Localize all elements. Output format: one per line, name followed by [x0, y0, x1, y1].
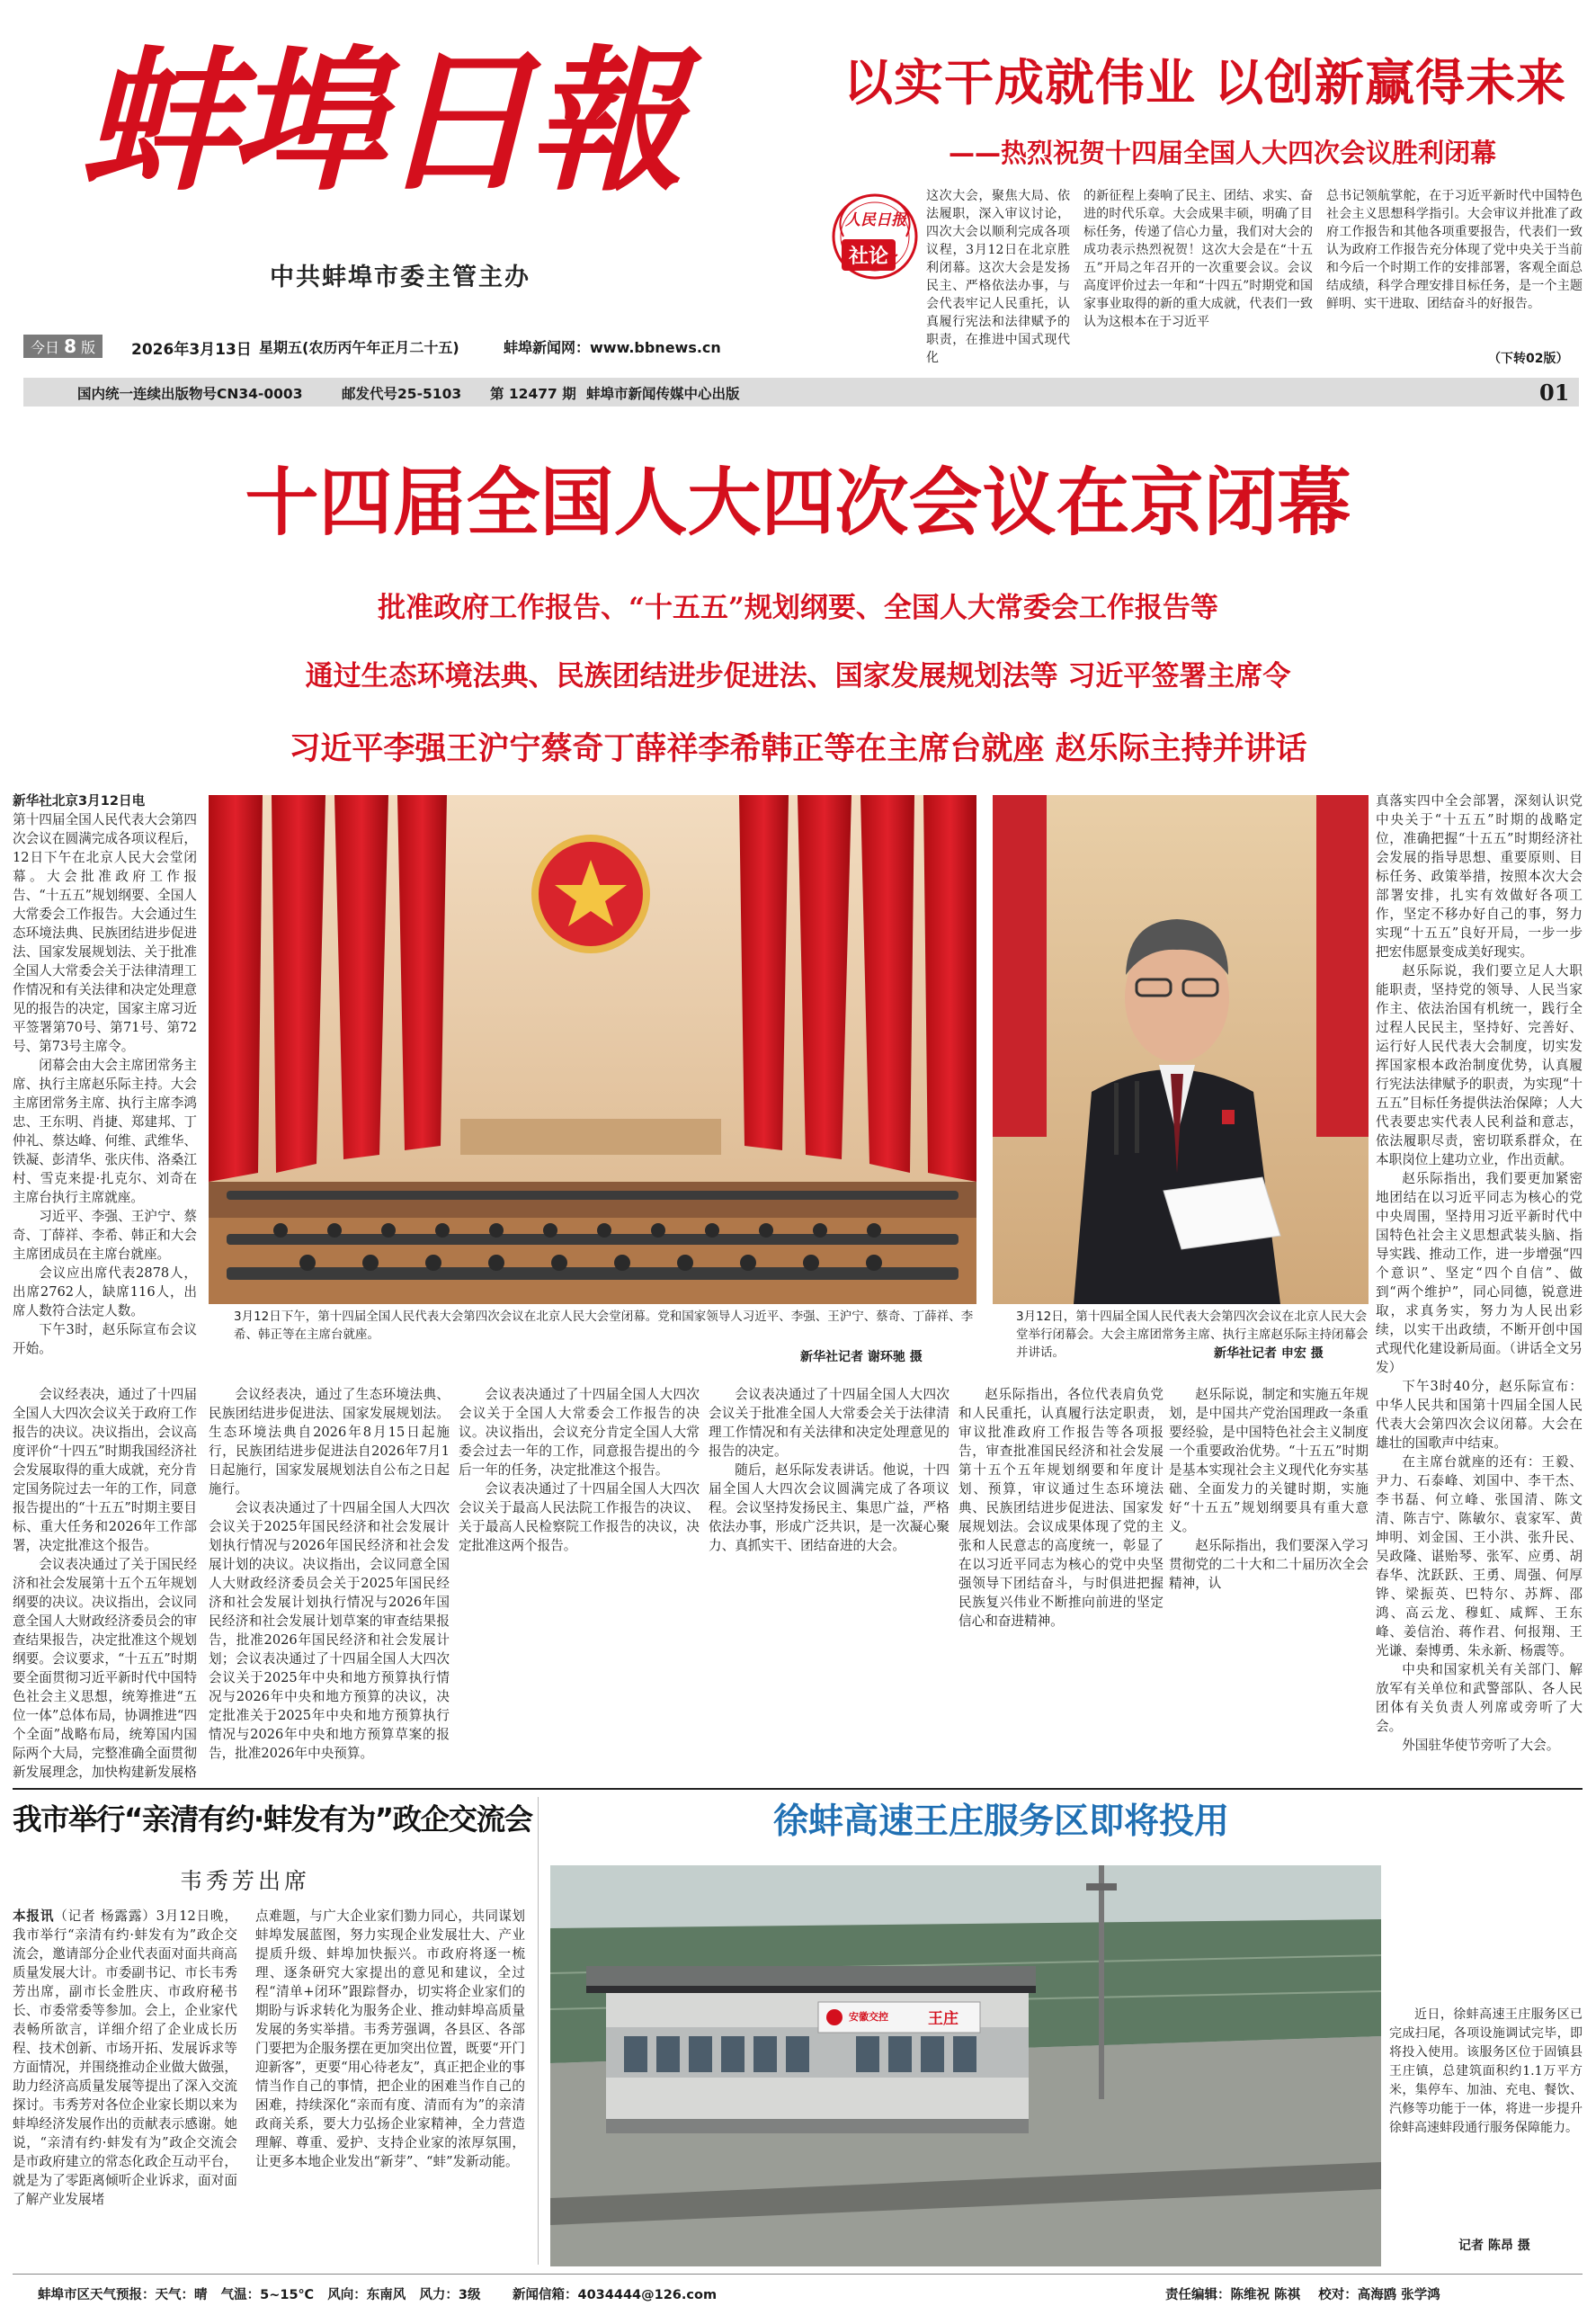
lead-para-5: 下午3时，赵乐际宣布会议开始。	[13, 1322, 197, 1356]
today-label: 今日	[31, 339, 60, 356]
right-para-3: 赵乐际指出，我们要更加紧密地团结在以习近平同志为核心的党中央周围，坚持用习近平新时代中国特色社会主义思想武装头脑、指导实践、推动工作，进一步增强“四个意识”、坚定“四个自信”、做到“两个维护”，同心同德，锐意进取，求真务实，努力为人民出彩续，以实干出政绩，不断开创中国式现代化建设新局面。（讲话全文另发）	[1376, 1171, 1583, 1375]
lead-headline: 十四届全国人大四次会议在京闭幕	[245, 460, 1351, 546]
bottom-para-7: 会议表决通过了十四届全国人大四次会议关于批准全国人大常委会关于法律清理工作情况和有关法律和决定处理意见的报告的决定。	[709, 1387, 950, 1459]
masthead	[0, 0, 1596, 406]
speaker-photo-caption: 3月12日，第十四届全国人民代表大会第四次会议在北京人民大会堂举行闭幕会。大会主席团常务主席、执行主席赵乐际主持闭幕会并讲话。	[1016, 1309, 1369, 1360]
bottom-para-11: 赵乐际指出，我们要深入学习贯彻党的二十大和二十届历次全会精神，认	[1169, 1538, 1369, 1591]
service-area-logo: 安徽交控	[849, 2011, 888, 2023]
footer-rule	[13, 2274, 1583, 2275]
plenary-hall-photo	[209, 795, 976, 1304]
service-area-sign: 王庄	[928, 2010, 958, 2028]
issue-weekday: 星期五(农历丙午年正月二十五)	[259, 339, 459, 356]
story2-text-2: 点难题，与广大企业家们勠力同心，共同谋划蚌埠发展蓝图，努力实现企业发展壮大、产业提质升级、蚌埠加快振兴。市政府将逐一梳理、逐条研究大家提出的意见和建议，全过程“清单+闭环”跟踪督办，切实将企业家们的期盼与诉求转化为服务企业、推动蚌埠高质量发展的务实举措。韦秀芳强调，各县区、各部门要把为企服务摆在更加突出位置，既要“开门迎新客”，更要“用心待老友”，真正把企业的事情当作自己的事情，把企业的困难当作自己的困难，持续深化“亲而有度、清而有为”的亲清政商关系，要大力弘扬企业家精神，全力营造理解、尊重、爱护、支持企业家的浓厚氛围，让更多本地企业发出“新芽”、“蚌”发新动能。	[255, 1908, 525, 2169]
bottom-para-3: 会议经表决，通过了生态环境法典、民族团结进步促进法、国家发展规划法。生态环境法典自2026年8月15日起施行，民族团结进步促进法自2026年7月1日起施行，国家发展规划法自公布之日起施行。	[209, 1387, 450, 1497]
lead-left-column	[13, 791, 197, 1385]
editorial-stamp	[825, 187, 924, 286]
story-separator	[538, 1797, 539, 2265]
lead-dateline: 新华社北京3月12日电	[13, 793, 146, 809]
today-pages-badge	[23, 335, 103, 358]
story2-col-1	[13, 1907, 237, 2266]
bottom-para-5: 会议表决通过了十四届全国人大四次会议关于全国人大常委会工作报告的决议。决议指出，会议充分肯定全国人大常委会过去一年的工作，同意报告提出的今后一年的任务，决定批准这个报告。	[459, 1387, 700, 1478]
bottom-para-2: 会议表决通过了关于国民经济和社会发展第十五个五年规划纲要的决议。决议指出，会议同意全国人大财政经济委员会的审查结果报告，决定批准这个规划纲要。会议要求，“十五五”时期要全面贯彻习近平新时代中国特色社会主义思想，统筹推进“五位一体”总体布局，协调推进“四个全面”战略布局，统筹国内国际两个大局，完整准确全面贯彻新发展理念，加快构建新发展格	[13, 1557, 197, 1780]
sponsor-line: 中共蚌埠市委主管主办	[270, 264, 531, 291]
page-number: 01	[1539, 380, 1570, 406]
publisher: 蚌埠市新闻传媒中心出版	[586, 386, 740, 402]
bottom-para-1: 会议经表决，通过了十四届全国人大四次会议关于政府工作报告的决议。决议指出，会议高度评价“十四五”时期我国经济社会发展取得的重大成就，充分肯定国务院过去一年的工作，同意报告提出的“十五五”时期主要目标、重大任务和2026年工作部署，决定批准这个报告。	[13, 1387, 197, 1553]
bottom-para-6: 会议表决通过了十四届全国人大四次会议关于最高人民法院工作报告的决议、关于最高人民检察院工作报告的决议，决定批准这两个报告。	[459, 1481, 700, 1553]
lead-bottom-col-6	[1169, 1385, 1369, 1781]
right-para-5: 在主席台就座的还有：王毅、尹力、石泰峰、刘国中、李干杰、李书磊、何立峰、张国清、陈文清、陈吉宁、陈敏尔、袁家军、黄坤明、刘金国、王小洪、张升民、吴政隆、谌贻琴、张军、应勇、胡春华、沈跃跃、王勇、周强、何厚铧、梁振英、巴特尔、苏辉、邵鸿、高云龙、穆虹、咸辉、王东峰、姜信治、蒋作君、何报翔、王光谦、秦博勇、朱永新、杨震等。	[1376, 1454, 1583, 1658]
story2-text-1: 3月12日晚，我市举行“亲清有约·蚌发有为”政企交流会，邀请部分企业代表面对面共商高质量发展大计。市委副书记、市长韦秀芳出席，副市长金胜庆、市政府秘书长、市委常委等参加。会上，企业家代表畅所欲言，详细介绍了企业成长历程、技术创新、市场开拓、发展诉求等方面情况，并围绕推动企业做大做强，助力经济高质量发展等提出了深入交流探讨。韦秀芳对各位企业家长期以来为蚌埠经济发展作出的贡献表示感谢。她说，“亲清有约·蚌发有为”政企交流会是市政府建立的常态化政企互动平台，就是为了零距离倾听企业诉求，面对面了解产业发展堵	[13, 1908, 237, 2207]
lead-para-2: 闭幕会由大会主席团常务主席、执行主席赵乐际主持。大会主席团常务主席、执行主席李鸿忠、王东明、肖捷、郑建邦、丁仲礼、蔡达峰、何维、武维华、铁凝、彭清华、张庆伟、洛桑江村、雪克来提·扎克尔、刘奇在主席台执行主席就座。	[13, 1058, 197, 1205]
bottom-para-10: 赵乐际说，制定和实施五年规划，是中国共产党治国理政一条重要经验，是中国特色社会主义制度一个重要政治优势。“十五五”时期是基本实现社会主义现代化夯实基础、全面发力的关键时期，实施好“十五五”规划纲要具有重大意义。	[1169, 1387, 1369, 1534]
today-pages: 8	[64, 335, 77, 357]
cn-number: 国内统一连续出版物号CN34-0003	[77, 386, 303, 402]
slogan-headline: 以实干成就伟业 以创新赢得未来	[843, 53, 1567, 112]
bottom-para-9: 赵乐际指出，各位代表肩负党和人民重托，认真履行法定职责，审议批准政府工作报告等各项报告，审查批准国民经济和社会发展第十五个五年规划纲要和年度计划、预算，审议通过生态环境法典、民族团结进步促进法、国家发展规划法。会议成果体现了党的主张和人民意志的高度统一，彰显了在以习近平同志为核心的党中央坚强领导下团结奋斗，与时俱进把握民族复兴伟业不断推向前进的坚定信心和奋进精神。	[958, 1387, 1164, 1629]
stamp-top-text: 人民日报	[845, 211, 906, 229]
speaker-photo-credit: 新华社记者 申宏 摄	[1214, 1346, 1324, 1361]
story2-reporter: （记者 杨露露）	[54, 1908, 156, 1924]
today-unit: 版	[81, 339, 96, 356]
lead-para-3: 习近平、李强、王沪宁、蔡奇、丁薛祥、李希、韩正和大会主席团成员在主席台就座。	[13, 1209, 197, 1262]
lead-bottom-col-1	[13, 1385, 197, 1781]
lead-subhead-3: 习近平李强王沪宁蔡奇丁薛祥李希韩正等在主席台就座 赵乐际主持并讲话	[289, 731, 1307, 767]
lead-bottom-col-3	[459, 1385, 700, 1781]
news-email[interactable]: 新闻信箱：4034444@126.com	[513, 2288, 718, 2302]
right-para-1: 真落实四中全会部署，深刻认识党中央关于“十五五”时期的战略定位，准确把握“十五五”时期经济社会发展的指导思想、重要原则、目标任务、政策举措，按照本次大会部署安排，扎实有效做好各项工作，坚定不移办好自己的事，努力实现“十五五”良好开局，一步一步把宏伟愿景变成美好现实。	[1376, 793, 1583, 960]
lead-bottom-col-5	[958, 1385, 1164, 1781]
slogan-subline: ——热烈祝贺十四届全国人大四次会议胜利闭幕	[949, 138, 1497, 168]
story2-dateline: 本报讯	[13, 1908, 55, 1924]
plenary-photo-credit: 新华社记者 谢环驰 摄	[800, 1350, 923, 1364]
weather-forecast: 蚌埠市区天气预报：天气：晴 气温：5~15℃ 风向：东南风 风力：3级	[38, 2288, 481, 2302]
editor-credits: 责任编辑：陈维祝 陈祺 校对：高海鸥 张学鸿	[1165, 2288, 1440, 2302]
story2-col-2	[255, 1907, 525, 2266]
right-para-6: 中央和国家机关有关部门、解放军有关单位和武警部队、各人民团体有关负责人列席或旁听了大会。	[1376, 1662, 1583, 1734]
lead-right-column	[1376, 791, 1583, 1781]
lead-bottom-col-4	[709, 1385, 950, 1781]
lead-para-1: 第十四届全国人民代表大会第四次会议在圆满完成各项议程后，12日下午在北京人民大会堂闭幕。大会批准政府工作报告、“十五五”规划纲要、全国人大常委会工作报告。大会通过生态环境法典、民族团结进步促进法、国家发展规划法、关于批准全国人大常委会关于法律清理工作情况和有关法律和决定处理意见的报告的决定，国家主席习近平签署第70号、第71号、第72号、第73号主席令。	[13, 812, 197, 1054]
stamp-bottom-text: 社论	[842, 239, 896, 271]
story3-caption	[1389, 2006, 1583, 2230]
story3-headline: 徐蚌高速王庄服务区即将投用	[773, 1801, 1230, 1842]
editorial-col-1: 这次大会，聚焦大局、依法履职，深入审议讨论，四次大会以顺利完成各项议程，3月12日在北京胜利闭幕。这次大会是发扬民主、严格依法办事，与会代表牢记人民重托，认真履行宪法和法律赋予的职责，在推进中国式现代化	[926, 189, 1070, 365]
website-link[interactable]: 蚌埠新闻网：www.bbnews.cn	[504, 339, 721, 356]
right-para-4: 下午3时40分，赵乐际宣布：中华人民共和国第十四届全国人民代表大会第四次会议闭幕。大会在雄壮的国歌声中结束。	[1376, 1379, 1583, 1451]
story3-caption-text: 近日，徐蚌高速王庄服务区已完成扫尾，各项设施调试完毕，即将投入使用。该服务区位于固镇县王庄镇，总建筑面积约1.1万平方米，集停车、加油、充电、餐饮、汽修等功能于一体，将进一步提升徐蚌高速蚌段通行服务保障能力。	[1389, 2007, 1583, 2135]
editorial-col-3: 总书记领航掌舵，在于习近平新时代中国特色社会主义思想科学指引。大会审议并批准了政府工作报告和其他各项重要报告，代表们一致认为政府工作报告充分体现了党中央关于当前和今后一个时期工作的安排部署，客观全面总结成绩，科学合理安排目标任务，是一个主题鲜明、实干进取、团结奋斗的好报告。	[1326, 189, 1583, 311]
speaker-photo	[993, 795, 1369, 1304]
right-para-7: 外国驻华使节旁听了大会。	[1402, 1738, 1560, 1753]
plenary-photo-caption: 3月12日下午，第十四届全国人民代表大会第四次会议在北京人民大会堂闭幕。党和国家领导人习近平、李强、王沪宁、蔡奇、丁薛祥、李希、韩正等在主席台就座。	[234, 1309, 974, 1342]
postal-code: 邮发代号25-5103	[342, 386, 462, 402]
bottom-para-8: 随后，赵乐际发表讲话。他说，十四届全国人大四次会议圆满完成了各项议程。会议坚持发扬民主、集思广益，严格依法办事，形成广泛共识，是一次凝心聚力、真抓实干、团结奋进的大会。	[709, 1462, 950, 1553]
service-area-photo	[550, 1865, 1381, 2266]
story2-headline: 我市举行“亲清有约·蚌发有为”政企交流会	[13, 1802, 532, 1837]
lead-subhead-2: 通过生态环境法典、民族团结进步促进法、国家发展规划法等 习近平签署主席令	[305, 660, 1291, 693]
lead-subhead-1: 批准政府工作报告、“十五五”规划纲要、全国人大常委会工作报告等	[378, 592, 1218, 624]
issue-number: 第 12477 期	[490, 386, 576, 402]
right-para-2: 赵乐际说，我们要立足人大职能职责，坚持党的领导、人民当家作主、依法治国有机统一，践行全过程人民民主，坚持好、完善好、运行好人民代表大会制度，切实发挥国家根本政治制度优势，认真履行宪法法律赋予的职责，为实现“十五五”目标任务提供法治保障；人大代表要忠实代表人民利益和意志，依法履职尽责，密切联系群众，在本职岗位上建功立业，作出贡献。	[1376, 963, 1583, 1167]
story2-byline: 韦秀芳出席	[180, 1868, 311, 1894]
lead-para-4: 会议应出席代表2878人，出席2762人，缺席116人，出席人数符合法定人数。	[13, 1265, 197, 1318]
issue-date: 2026年3月13日	[131, 341, 252, 359]
lead-bottom-col-2	[209, 1385, 450, 1781]
story3-credit: 记者 陈昂 摄	[1458, 2239, 1530, 2253]
editorial-turn: （下转02版）	[1488, 352, 1569, 366]
editorial-col-2: 的新征程上奏响了民主、团结、求实、奋进的时代乐章。大会成果丰硕，明确了目标任务，传递了信心力量，我们对大会的成功表示热烈祝贺！这次大会是在“十五五”开局之年召开的一次重要会议。会议高度评价过去一年和“十四五”时期党和国家事业取得的新的重大成就，代表们一致认为这根本在于习近平	[1083, 189, 1313, 329]
bottom-para-4: 会议表决通过了十四届全国人大四次会议关于2025年国民经济和社会发展计划执行情况与2026年国民经济和社会发展计划的决议。决议指出，会议同意全国人大财政经济委员会关于2025年国民经济和社会发展计划执行情况与2026年国民经济和社会发展计划草案的审查结果报告，批准2026年国民经济和社会发展计划；会议表决通过了十四届全国人大四次会议关于2025年中央和地方预算执行情况与2026年中央和地方预算的决议，决定批准关于2025年中央和地方预算执行情况与2026年中央和地方预算草案的报告，批准2026年中央预算。	[209, 1500, 450, 1761]
newspaper-title: 蚌埠日報	[81, 30, 678, 212]
